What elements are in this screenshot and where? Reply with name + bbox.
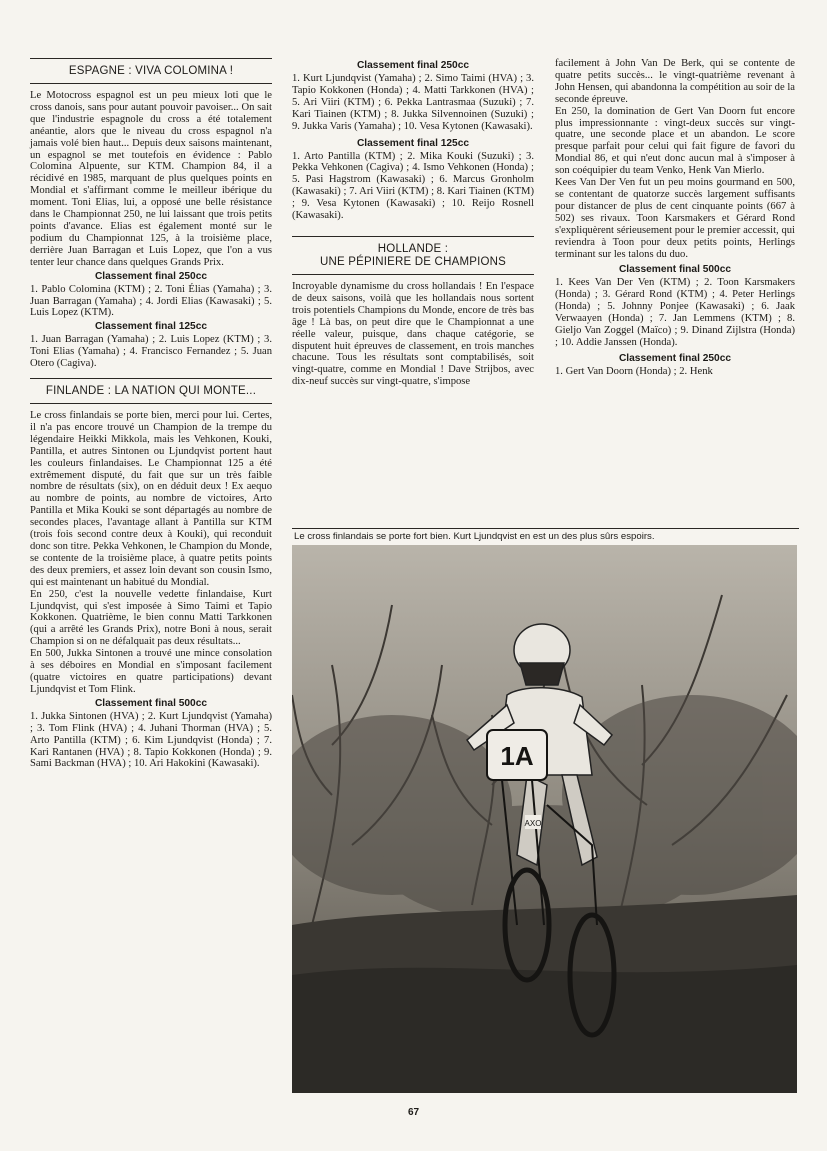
espagne-125-heading: Classement final 125cc [94,321,208,333]
hollande-500-heading: Classement final 500cc [618,264,732,276]
finlande-500-results: 1. Jukka Sintonen (HVA) ; 2. Kurt Ljundqvist (Yamaha) ; 3. Tom Flink (HVA) ; 4. Juhani Thorman (HVA) ; 5. Arto Pantilla (KTM) ; 6. Kim Ljundqvist (Honda) ; 7. Kari Rantanen (HVA) ; 8. Tapio Kokkonen (Honda) ; 9. Sami Backman (HVA) ; 10. Ari Hakokini (Kawasaki). [30,710,272,770]
number-plate-text: 1A [500,741,534,771]
section-title-hollande [292,236,534,275]
hollande-paragraph-2: En 250, la domination de Gert Van Doorn fut encore plus impressionnante : vingt-deux succès sur vingt-quatre, une seconde place et un abandon. Le score presque parfait pour celui qui fait figure de favori du Mondial 86, et qui n'eut donc aucun mal à s'imposer à son coéquipier du team Venko, Henk Van Mierlo. [555,105,795,177]
motocross-photo [292,545,797,1093]
fork-text: AXO [524,819,542,828]
hollande-paragraph-1: Incroyable dynamisme du cross hollandais ! En l'espace de deux saisons, voilà que les hollandais nous sortent trois potentiels Champions du Monde, encore de très bas âge ! Là bas, on peut dire que le Championnat a une réelle valeur, puisque, dans chaque catégorie, se disputent huit épreuves de classement, en trois manches chacune. Tous les résultats sont comptabilisés, soit vingt-quatre, comme en Mondial ! Dave Strijbos, avec dix-neuf succès sur vingt-quatre, s'impose [292,280,534,388]
column-2 [292,58,534,388]
finlande-paragraph-1: Le cross finlandais se porte bien, merci pour lui. Certes, il n'a pas encore trouvé un Champion de la trempe du légendaire Heikki Mikkola, mais les Vehkonen, Kouki, Pantilla, et autres Sintonen ou Ljundqvist portent haut les couleurs finlandaises. Le Championnat 125 a été extrêmement disputé, du fait que sur un très faible nombre de résultats (six), on en déduit deux ! Ex aequo au nombre de points, au nombre de victoires, Arto Pantilla et Mika Kouki se sont départagés au nombre de secondes places, l'avantage allant à Pantilla sur KTM (trois fois second contre deux à Kouki), qui reconduit donc son titre. Pekka Vehkonen, le Champion du Monde, se contente de la troisième place, à quatre petits points des deux premiers, et assez loin devant son cousin Ismo, qui est maintenant un habitué du Mondial. [30,410,272,588]
finlande-250-results: 1. Kurt Ljundqvist (Yamaha) ; 2. Simo Taimi (HVA) ; 3. Tapio Kokkonen (Honda) ; 4. Matti Tarkkonen (HVA) ; 5. Ari Viiri (KTM) ; 6. Pekka Lantrasmaa (Suzuki) ; 7. Kari Tiainen (KTM) ; 8. Jukka Silvennoinen (Suzuki) ; 9. Jukka Varis (Yamaha) ; 10. Vesa Kytonen (Kawasaki). [292,73,534,132]
page-number: 67 [407,1107,420,1118]
hollande-500-results: 1. Kees Van Der Ven (KTM) ; 2. Toon Karsmakers (Honda) ; 3. Gérard Rond (KTM) ; 4. Peter Herlings (Honda) ; 5. Johnny Ponjee (Kawasaki) ; 6. Jaak Verwaayen (Honda) ; 7. Jan Lemmens (KTM) ; 8. Gieljo Van Zoggel (Maïco) ; 9. Dinand Zijlstra (Honda) ; 10. Addie Janssen (Honda). [555,277,795,348]
espagne-125-results: 1. Juan Barragan (Yamaha) ; 2. Luis Lopez (KTM) ; 3. Toni Elias (Yamaha) ; 4. Francisco Fernandez ; 5. Juan Otero (Cagiva). [30,334,272,370]
section-title-finlande: FINLANDE : LA NATION QUI MONTE... [30,378,272,404]
section-title-espagne: ESPAGNE : VIVA COLOMINA ! [30,58,272,84]
hollande-250-heading: Classement final 250cc [618,352,732,364]
finlande-125-heading: Classement final 125cc [356,137,470,149]
column-1 [30,58,272,770]
espagne-250-results: 1. Pablo Colomina (KTM) ; 2. Toni Élias (Yamaha) ; 3. Juan Barragan (Yamaha) ; 4. Jordi Elias (Kawasaki) ; 5. Luis Lopez (KTM). [30,283,272,319]
hollande-title-line-1: HOLLANDE : [377,242,449,255]
column-3 [555,58,795,378]
espagne-intro: Le Motocross espagnol est un peu mieux loti que le cross danois, sans pour autant pouvoir pavoiser... On sait que l'industrie espagnole du cross a été totalement anéantie, alors que le niveau du cross espagnol n'a jamais volé bien haut... Depuis deux saisons maintenant, un espagnol se met toutefois en évidence : Pablo Colomina Alpuente, sur KTM. Champion 84, il a récidivé en 1985, marquant de plus quelques points en Mondial et s'affirmant comme le meilleur ibérique du moment. Toni Elias, lui, a opposé une belle résistance dans le Championnat 250, ne lui laissant que trois petits points d'avance. Elias est également monté sur le podium du Championnat 125, à la troisième place, derrière Juan Barragan et Luis Lopez, que l'on a vus tenter leur chance dans quelques Grands Prix. [30,90,272,268]
hollande-paragraph-1-continued: facilement à John Van De Berk, qui se contente de quatre petits succès... le vingt-quatrième revenant à John Hensen, qui abandonna la compétition au soir de la seconde épreuve. [555,58,795,105]
finlande-paragraph-2: En 250, c'est la nouvelle vedette finlandaise, Kurt Ljundqvist, qui s'est imposée à Simo Taimi et Tapio Kokkonen. Quatrième, le bien connu Matti Tarkkonen (qui a arrêté les Grands Prix), notre Boni à nous, serait Champion si on ne défalquait pas deux résultats... [30,588,272,648]
espagne-250-heading: Classement final 250cc [94,270,208,282]
finlande-500-heading: Classement final 500cc [94,697,208,709]
finlande-125-results: 1. Arto Pantilla (KTM) ; 2. Mika Kouki (Suzuki) ; 3. Pekka Vehkonen (Cagiva) ; 4. Ismo Vehkonen (Honda) ; 5. Pasi Hagstrom (Kawasaki) ; 6. Marcus Gronholm (Kawasaki) ; 7. Ari Viiri (KTM) ; 8. Kari Tiainen (KTM) ; 9. Vesa Kytonen (Kawasaki) ; 10. Reijo Rosnell (Kawasaki). [292,150,534,222]
finlande-paragraph-3: En 500, Jukka Sintonen a trouvé une mince consolation à ses déboires en Mondial en s'imposant facilement (quatre victoires en quatre participations) devant Ljundqvist et Tom Flink. [30,648,272,695]
finlande-250-heading: Classement final 250cc [356,60,470,71]
hollande-250-results: 1. Gert Van Doorn (Honda) ; 2. Henk [555,365,713,377]
hollande-title-line-2: UNE PÉPINIERE DE CHAMPIONS [319,255,507,268]
hollande-paragraph-3: Kees Van Der Ven fut un peu moins gourmand en 500, se contentant de quatorze succès largement suffisants pour distancer de plus de cent cinquante points (667 à 502) ses rivaux. Toon Karsmakers et Gérard Rond s'expliquèrent sérieusement pour le premier accessit, qui reviendra à Toon pour deux petits points, Herlings terminant sur les talons du duo. [555,177,795,260]
photo-caption: Le cross finlandais se porte fort bien. Kurt Ljundqvist en est un des plus sûrs espoirs. [292,528,799,546]
